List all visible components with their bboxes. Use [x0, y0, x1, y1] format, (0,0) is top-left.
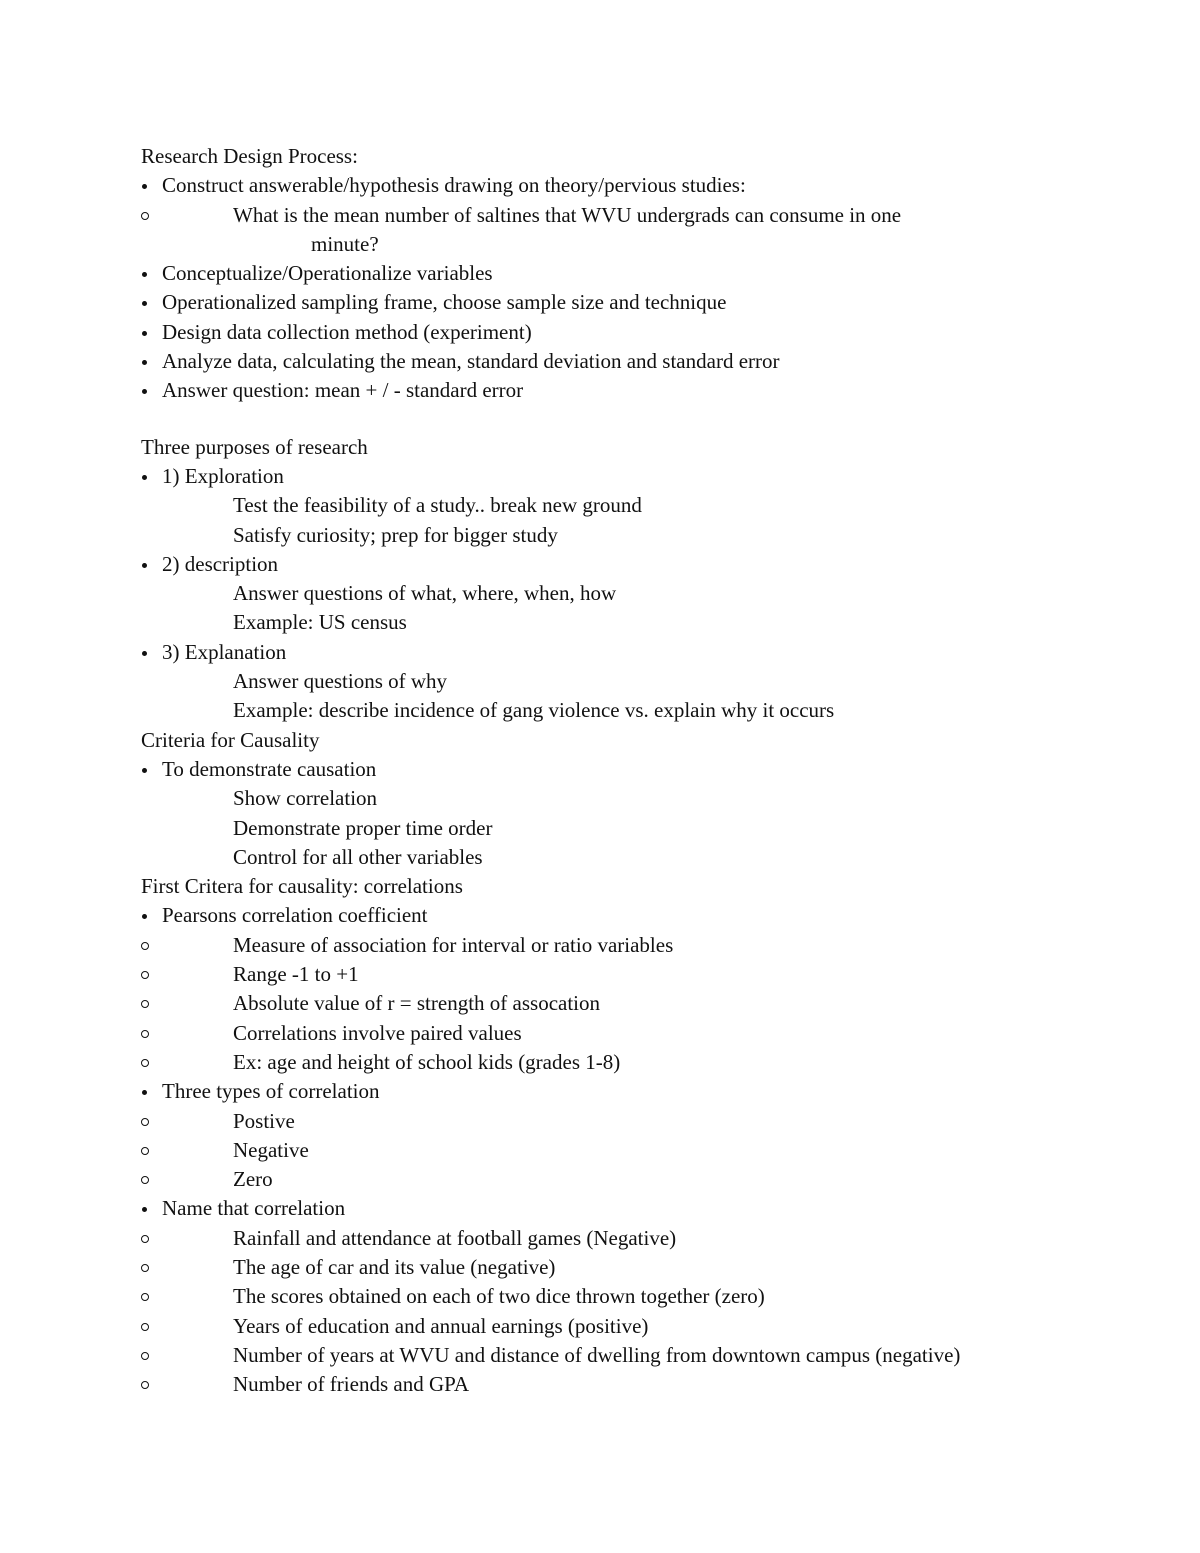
bullet-text: Answer question: mean + / - standard error [162, 378, 524, 403]
sub-bullet-text: Measure of association for interval or ratio variables [233, 932, 674, 957]
bullet-text: To demonstrate causation [162, 756, 377, 781]
sub-bullet-item [141, 960, 1161, 989]
section-heading: Criteria for Causality [141, 727, 320, 752]
indented-line [141, 608, 1161, 637]
bullet-text: Design data collection method (experiment) [162, 319, 532, 344]
bullet-text: 3) Explanation [162, 639, 287, 664]
indented-line [141, 784, 1161, 813]
bullet-text: Operationalized sampling frame, choose sample size and technique [162, 290, 727, 315]
sub-bullet-text: Correlations involve paired values [233, 1020, 522, 1045]
indented-line [141, 814, 1161, 843]
bullet-item [141, 171, 1161, 200]
sub-bullet-item [141, 1019, 1161, 1048]
bullet-text: Analyze data, calculating the mean, standard deviation and standard error [162, 349, 780, 374]
sub-bullet-text: What is the mean number of saltines that WVU undergrads can consume in one [233, 202, 902, 227]
sub-bullet-text: The scores obtained on each of two dice thrown together (zero) [233, 1284, 765, 1309]
sub-bullet-text: Years of education and annual earnings (positive) [233, 1313, 649, 1338]
indented-text: Answer questions of why [233, 669, 448, 694]
bullet-item [141, 376, 1161, 405]
sub-bullet-item [141, 201, 1161, 230]
sub-bullet-item [141, 1048, 1161, 1077]
sub-bullet-text: Range -1 to +1 [233, 962, 359, 987]
sub-bullet-item [141, 1165, 1161, 1194]
paragraph-gap [141, 406, 1161, 433]
indented-text: Satisfy curiosity; prep for bigger study [233, 522, 558, 547]
bullet-item [141, 259, 1161, 288]
bullet-text: 2) description [162, 551, 279, 576]
indented-text: Control for all other variables [233, 844, 483, 869]
bullet-text: Name that correlation [162, 1196, 346, 1221]
bullet-text: Construct answerable/hypothesis drawing on theory/pervious studies: [162, 173, 746, 198]
indented-text: Demonstrate proper time order [233, 815, 493, 840]
sub-bullet-text: Number of friends and GPA [233, 1372, 470, 1397]
sub-bullet-item [141, 1341, 1161, 1370]
sub-bullet-text: The age of car and its value (negative) [233, 1254, 556, 1279]
bullet-item [141, 755, 1161, 784]
bullet-text: Conceptualize/Operationalize variables [162, 261, 493, 286]
sub-bullet-text: Number of years at WVU and distance of dwelling from downtown campus (negative) [233, 1342, 961, 1367]
section-heading: Three purposes of research [141, 434, 368, 459]
indented-line [141, 843, 1161, 872]
bullet-item [141, 550, 1161, 579]
sub-bullet-item [141, 1282, 1161, 1311]
bullet-item [141, 288, 1161, 317]
continuation-line [141, 230, 1161, 259]
bullet-text: Three types of correlation [162, 1079, 380, 1104]
indented-line [141, 521, 1161, 550]
indented-text: Example: describe incidence of gang violence vs. explain why it occurs [233, 698, 835, 723]
sub-bullet-item [141, 1312, 1161, 1341]
indented-line [141, 491, 1161, 520]
sub-bullet-text: Rainfall and attendance at football games (Negative) [233, 1225, 677, 1250]
sub-bullet-text: Zero [233, 1167, 273, 1192]
indented-line [141, 667, 1161, 696]
section-heading: Research Design Process: [141, 144, 358, 168]
bullet-text: 1) Exploration [162, 463, 284, 488]
bullet-item [141, 638, 1161, 667]
sub-bullet-item [141, 931, 1161, 960]
indented-line [141, 696, 1161, 725]
indented-line [141, 579, 1161, 608]
continuation-text: minute? [311, 231, 379, 256]
sub-bullet-item [141, 1136, 1161, 1165]
sub-bullet-item [141, 989, 1161, 1018]
indented-text: Test the feasibility of a study.. break new ground [233, 493, 642, 518]
sub-bullet-item [141, 1253, 1161, 1282]
sub-bullet-text: Negative [233, 1137, 309, 1162]
document-body [141, 142, 1161, 1399]
sub-bullet-item [141, 1107, 1161, 1136]
bullet-item [141, 462, 1161, 491]
bullet-item [141, 1077, 1161, 1106]
sub-bullet-item [141, 1224, 1161, 1253]
indented-text: Answer questions of what, where, when, how [233, 581, 617, 606]
bullet-item [141, 347, 1161, 376]
sub-bullet-text: Postive [233, 1108, 295, 1133]
bullet-text: Pearsons correlation coefficient [162, 903, 428, 928]
indented-text: Show correlation [233, 786, 378, 811]
bullet-item [141, 1194, 1161, 1223]
sub-bullet-item [141, 1370, 1161, 1399]
sub-bullet-text: Absolute value of r = strength of assocation [233, 991, 601, 1016]
sub-bullet-text: Ex: age and height of school kids (grades 1-8) [233, 1049, 621, 1074]
bullet-item [141, 901, 1161, 930]
indented-text: Example: US census [233, 610, 407, 635]
bullet-item [141, 318, 1161, 347]
section-heading: First Critera for causality: correlations [141, 874, 463, 899]
